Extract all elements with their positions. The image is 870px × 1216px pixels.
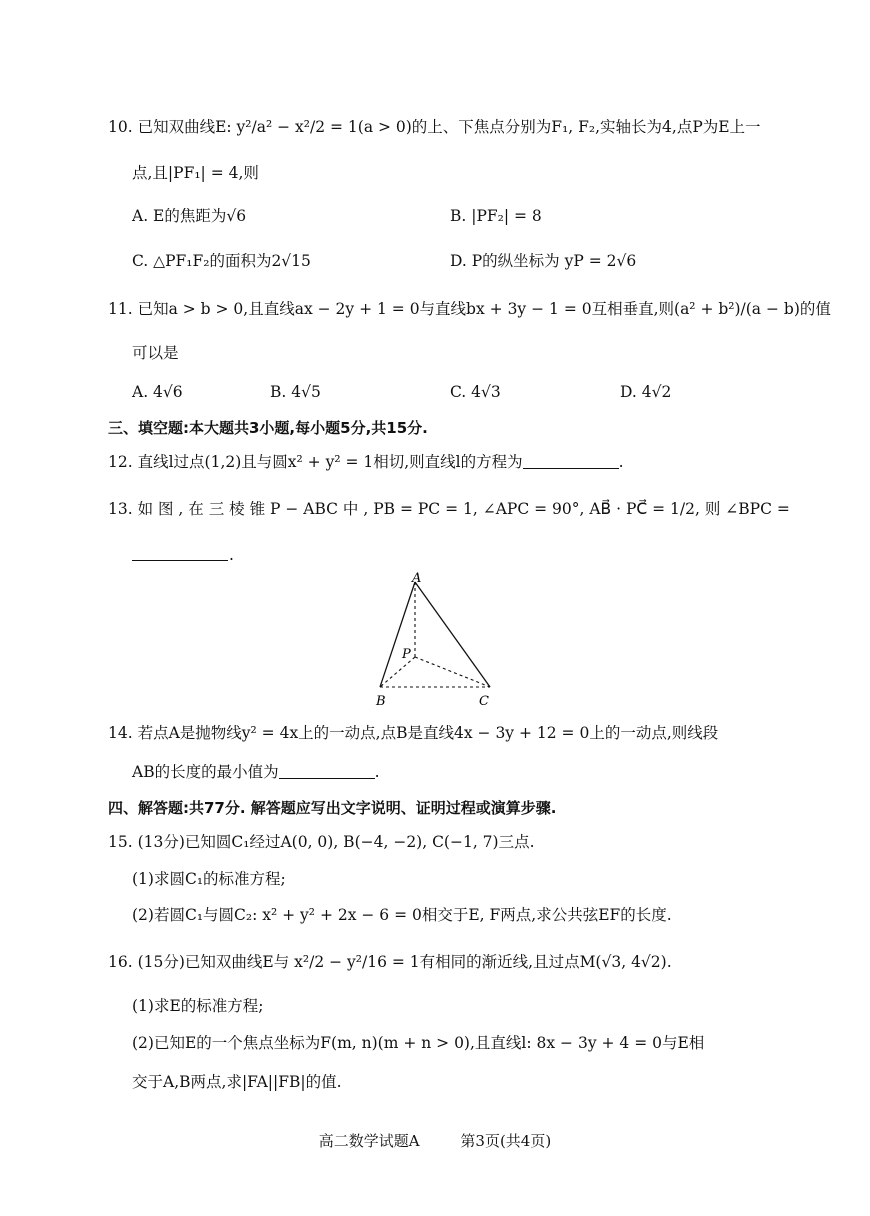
label-c: C <box>479 694 489 709</box>
footer-page-number: 第3页(共4页) <box>460 1132 552 1150</box>
label-a: A <box>412 572 422 586</box>
q11-option-a: A. 4√6 <box>132 383 183 401</box>
q16-stem: 16. (15分)已知双曲线E与 x²/2 − y²/16 = 1有相同的渐近线,且过点M(√3, 4√2). <box>108 953 672 971</box>
q14-end: . <box>374 763 380 781</box>
label-p: P <box>402 647 411 662</box>
label-b: B <box>376 694 386 709</box>
q14-stem-line2 <box>132 761 380 783</box>
q10-stem-line2: 点,且|PF₁| = 4,则 <box>132 164 259 182</box>
page-footer <box>0 1130 870 1151</box>
q13-stem-line1: 13. 如 图 , 在 三 棱 锥 P − ABC 中 , PB = PC = 1, ∠APC = 90°, AB⃗ · PC⃗ = 1/2, 则 ∠BPC = <box>108 500 790 518</box>
q12-answer-blank <box>523 452 619 469</box>
q11-option-b: B. 4√5 <box>270 383 321 401</box>
q12-end: . <box>618 453 624 471</box>
q10-option-a: A. E的焦距为√6 <box>132 207 247 225</box>
q11-option-c: C. 4√3 <box>450 383 501 401</box>
q15-part2: (2)若圆C₁与圆C₂: x² + y² + 2x − 6 = 0相交于E, F两点,求公共弦EF的长度. <box>132 906 672 924</box>
q14-answer-blank <box>279 762 375 779</box>
section-4-heading: 四、解答题:共77分. 解答题应写出文字说明、证明过程或演算步骤. <box>108 799 557 817</box>
tetrahedron-figure <box>360 572 510 712</box>
edge-ac <box>415 582 490 687</box>
q16-part1: (1)求E的标准方程; <box>132 997 264 1015</box>
section-3-heading: 三、填空题:本大题共3小题,每小题5分,共15分. <box>108 419 428 437</box>
q14-stem-line1: 14. 若点A是抛物线y² = 4x上的一动点,点B是直线4x − 3y + 12 = 0上的一动点,则线段 <box>108 724 719 742</box>
q11-stem-line1: 11. 已知a > b > 0,且直线ax − 2y + 1 = 0与直线bx + 3y − 1 = 0互相垂直,则(a² + b²)/(a − b)的值 <box>108 300 831 318</box>
q10-stem-line1: 10. 已知双曲线E: y²/a² − x²/2 = 1(a > 0)的上、下焦点分别为F₁, F₂,实轴长为4,点P为E上一 <box>108 118 761 136</box>
q10-option-c: C. △PF₁F₂的面积为2√15 <box>132 252 311 270</box>
q15-stem: 15. (13分)已知圆C₁经过A(0, 0), B(−4, −2), C(−1, 7)三点. <box>108 833 535 851</box>
edge-ab <box>380 582 415 687</box>
footer-title: 高二数学试题A <box>318 1132 420 1150</box>
q12-stem <box>108 451 624 473</box>
q11-stem-line2: 可以是 <box>132 344 179 362</box>
q10-option-d: D. P的纵坐标为 yP = 2√6 <box>450 252 637 270</box>
q16-part2-line2: 交于A,B两点,求|FA||FB|的值. <box>132 1073 342 1091</box>
q11-option-d: D. 4√2 <box>620 383 672 401</box>
q13-end: . <box>229 546 234 564</box>
q10-option-b: B. |PF₂| = 8 <box>450 207 542 225</box>
q14-text: AB的长度的最小值为 <box>132 763 279 781</box>
q13-answer-blank <box>132 544 228 561</box>
q15-part1: (1)求圆C₁的标准方程; <box>132 870 286 888</box>
q16-part2-line1: (2)已知E的一个焦点坐标为F(m, n)(m + n > 0),且直线l: 8x − 3y + 4 = 0与E相 <box>132 1034 705 1052</box>
q12-text: 12. 直线l过点(1,2)且与圆x² + y² = 1相切,则直线l的方程为 <box>108 453 523 471</box>
